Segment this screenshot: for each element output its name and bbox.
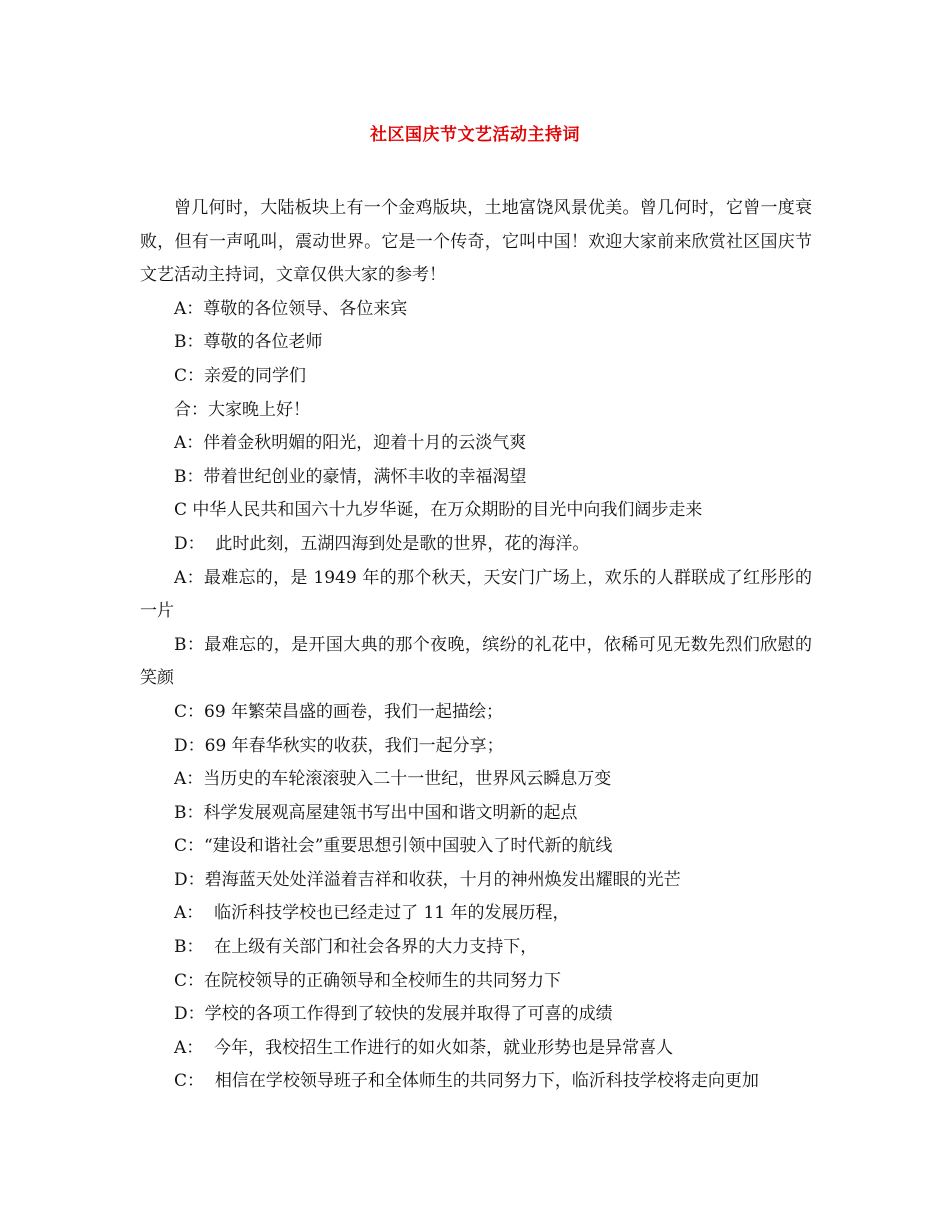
script-line: C： 相信在学校领导班子和全体师生的共同努力下，临沂科技学校将走向更加: [174, 1071, 759, 1092]
script-line: 合：大家晚上好！: [174, 399, 310, 420]
script-line: C：“建设和谐社会”重要思想引领中国驶入了时代新的航线: [174, 836, 613, 857]
document-body: [140, 192, 812, 1099]
script-line: C 中华人民共和国六十九岁华诞，在万众期盼的目光中向我们阔步走来: [174, 500, 703, 521]
script-line: A：尊敬的各位领导、各位来宾: [174, 298, 408, 319]
script-line: D：学校的各项工作得到了较快的发展并取得了可喜的成绩: [174, 1004, 613, 1025]
script-line: A：伴着金秋明媚的阳光，迎着十月的云淡气爽: [174, 433, 527, 454]
script-line: B：科学发展观高屋建瓴书写出中国和谐文明新的起点: [174, 802, 578, 823]
script-line: B： 在上级有关部门和社会各界的大力支持下，: [174, 937, 538, 958]
intro-paragraph: 曾几何时，大陆板块上有一个金鸡版块，土地富饶风景优美。曾几何时，它曾一度衰败，但有一声吼叫，震动世界。它是一个传奇，它叫中国！欢迎大家前来欣赏社区国庆节文艺活动主持词，文章仅供大家的参考！: [140, 198, 812, 286]
script-line: B：尊敬的各位老师: [174, 332, 323, 353]
document-title: 社区国庆节文艺活动主持词: [370, 125, 580, 145]
script-line: C：69 年繁荣昌盛的画卷，我们一起描绘；: [174, 701, 504, 722]
script-line: D：69 年春华秋实的收获，我们一起分享；: [174, 735, 504, 756]
script-line: C：亲爱的同学们: [174, 365, 307, 386]
script-line: A： 今年，我校招生工作进行的如火如荼，就业形势也是异常喜人: [174, 1037, 674, 1058]
script-line: C：在院校领导的正确领导和全校师生的共同努力下: [174, 970, 562, 991]
script-line: A： 临沂科技学校也已经走过了 11 年的发展历程，: [174, 903, 570, 924]
script-line: B：带着世纪创业的豪情，满怀丰收的幸福渴望: [174, 466, 527, 487]
script-line: B：最难忘的，是开国大典的那个夜晚，缤纷的礼花中，依稀可见无数先烈们欣慰的笑颜: [140, 634, 812, 689]
script-line: D：碧海蓝天处处洋溢着吉祥和收获，十月的神州焕发出耀眼的光芒: [174, 869, 681, 890]
script-line: A：当历史的车轮滚滚驶入二十一世纪，世界风云瞬息万变: [174, 769, 612, 790]
script-line: D： 此时此刻，五湖四海到处是歌的世界，花的海洋。: [174, 533, 590, 554]
script-line: A：最难忘的，是 1949 年的那个秋天，天安门广场上，欢乐的人群联成了红彤彤的一片: [140, 567, 812, 622]
